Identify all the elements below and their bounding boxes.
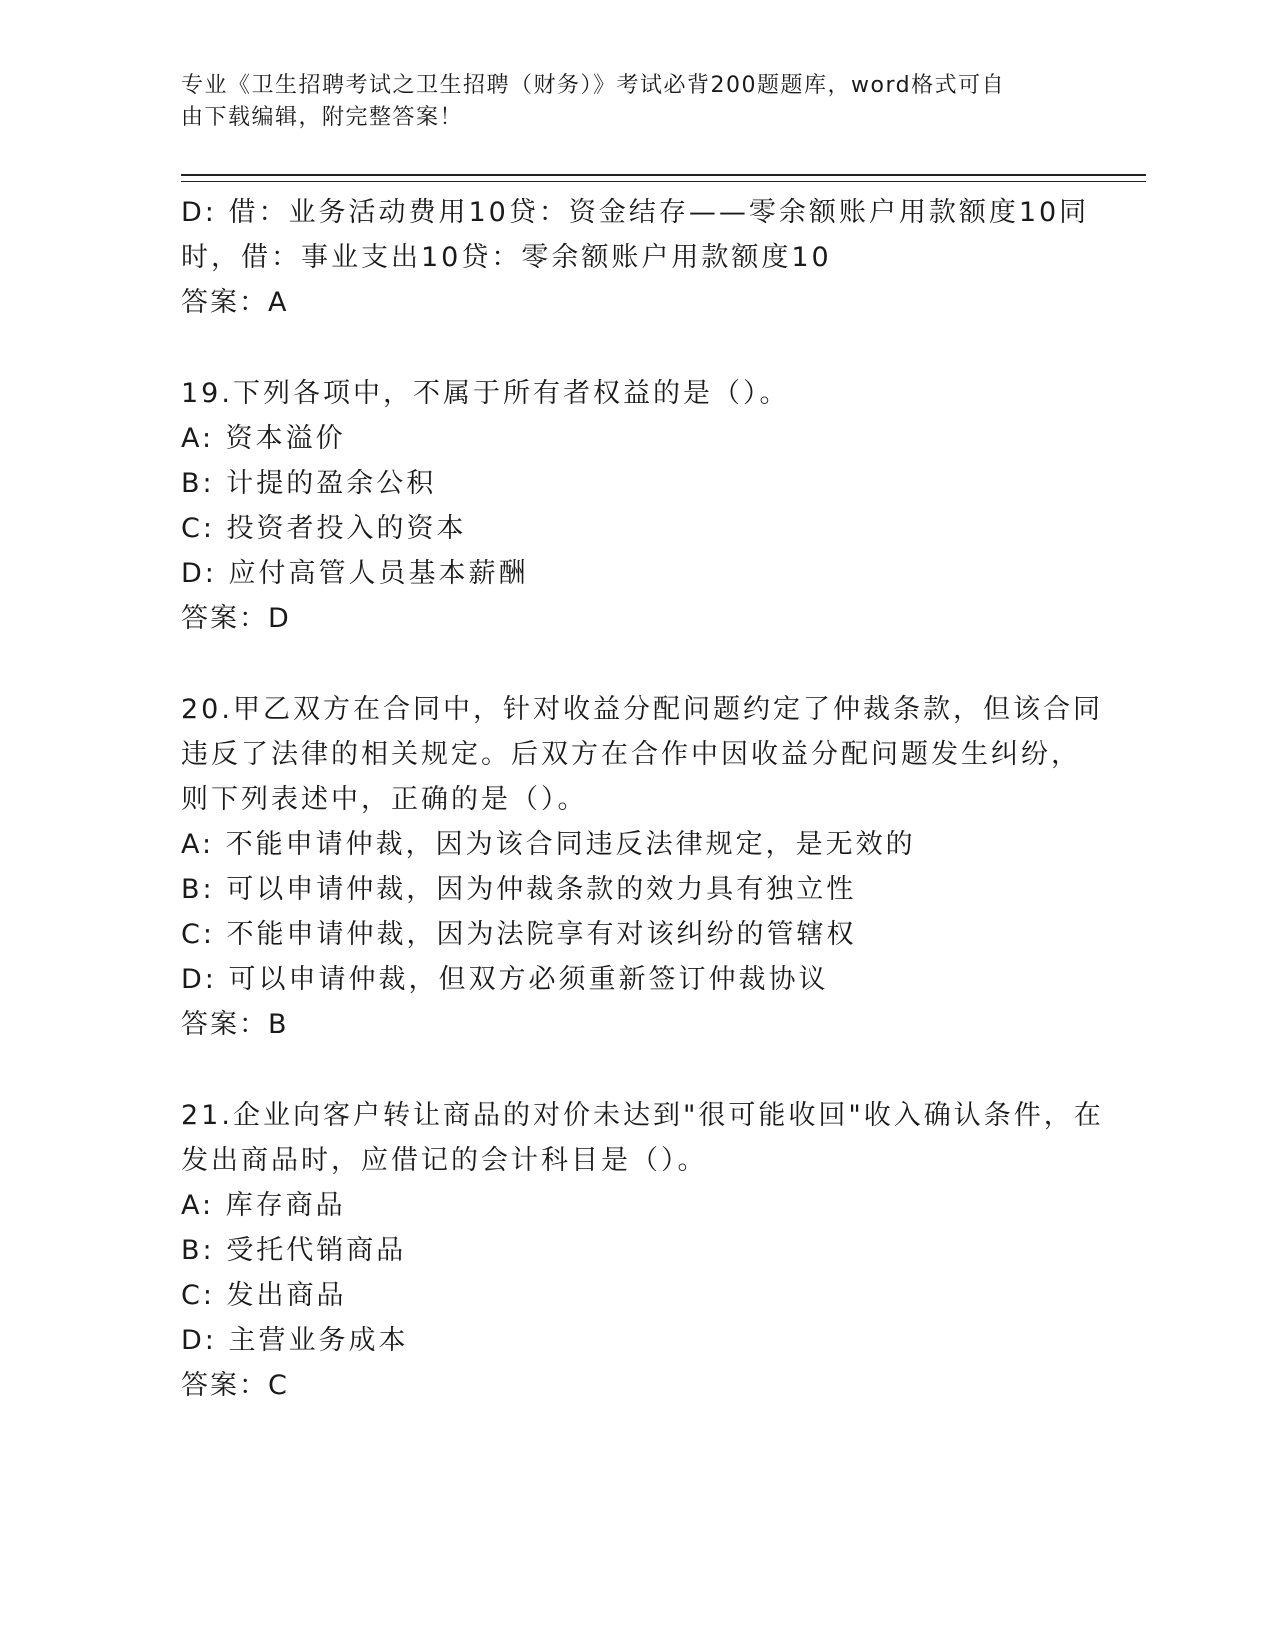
option-a: A: 库存商品 bbox=[181, 1190, 346, 1221]
option-d: D: 应付高管人员基本薪酬 bbox=[181, 558, 529, 589]
option-b: B: 计提的盈余公积 bbox=[181, 468, 437, 499]
option-c: C: 发出商品 bbox=[181, 1280, 347, 1311]
question-18-tail bbox=[181, 190, 1090, 325]
answer-line: 答案：C bbox=[181, 1370, 289, 1401]
option-a: A: 不能申请仲裁，因为该合同违反法律规定，是无效的 bbox=[181, 829, 916, 860]
question-text: 20.甲乙双方在合同中，针对收益分配问题约定了仲裁条款，但该合同 bbox=[181, 694, 1103, 725]
question-text: 违反了法律的相关规定。后双方在合作中因收益分配问题发生纠纷， bbox=[181, 739, 1081, 770]
question-text: 21.企业向客户转让商品的对价未达到"很可能收回"收入确认条件，在 bbox=[181, 1100, 1104, 1131]
header-line-2: 由下载编辑，附完整答案！ bbox=[181, 105, 464, 130]
question-text: 则下列表述中，正确的是（）。 bbox=[181, 784, 588, 815]
option-c: C: 不能申请仲裁，因为法院享有对该纠纷的管辖权 bbox=[181, 919, 857, 950]
header-rule-thick bbox=[181, 174, 1146, 176]
document-body bbox=[181, 190, 1104, 1408]
question-text: 19.下列各项中，不属于所有者权益的是（）。 bbox=[181, 378, 790, 409]
option-d: D: 可以申请仲裁，但双方必须重新签订仲裁协议 bbox=[181, 964, 829, 995]
option-d-continued: 时，借：事业支出10贷：零余额账户用款额度10 bbox=[181, 242, 832, 273]
answer-line: 答案：B bbox=[181, 1009, 289, 1040]
header-line-1: 专业《卫生招聘考试之卫生招聘（财务）》考试必背200题题库，word格式可自 bbox=[181, 73, 1006, 98]
option-b: B: 受托代销商品 bbox=[181, 1235, 407, 1266]
document-header bbox=[181, 70, 1041, 134]
header-rule-thin bbox=[181, 181, 1146, 182]
option-b: B: 可以申请仲裁，因为仲裁条款的效力具有独立性 bbox=[181, 874, 857, 905]
option-d: D: 主营业务成本 bbox=[181, 1325, 409, 1356]
option-a: A: 资本溢价 bbox=[181, 423, 346, 454]
question-19 bbox=[181, 371, 1061, 641]
option-d: D: 借：业务活动费用10贷：资金结存——零余额账户用款额度10同 bbox=[181, 197, 1090, 228]
question-21 bbox=[181, 1093, 1104, 1408]
option-c: C: 投资者投入的资本 bbox=[181, 513, 467, 544]
question-text: 发出商品时，应借记的会计科目是（）。 bbox=[181, 1145, 708, 1176]
answer-line: 答案：A bbox=[181, 287, 289, 318]
question-20 bbox=[181, 687, 1103, 1047]
answer-line: 答案：D bbox=[181, 603, 291, 634]
